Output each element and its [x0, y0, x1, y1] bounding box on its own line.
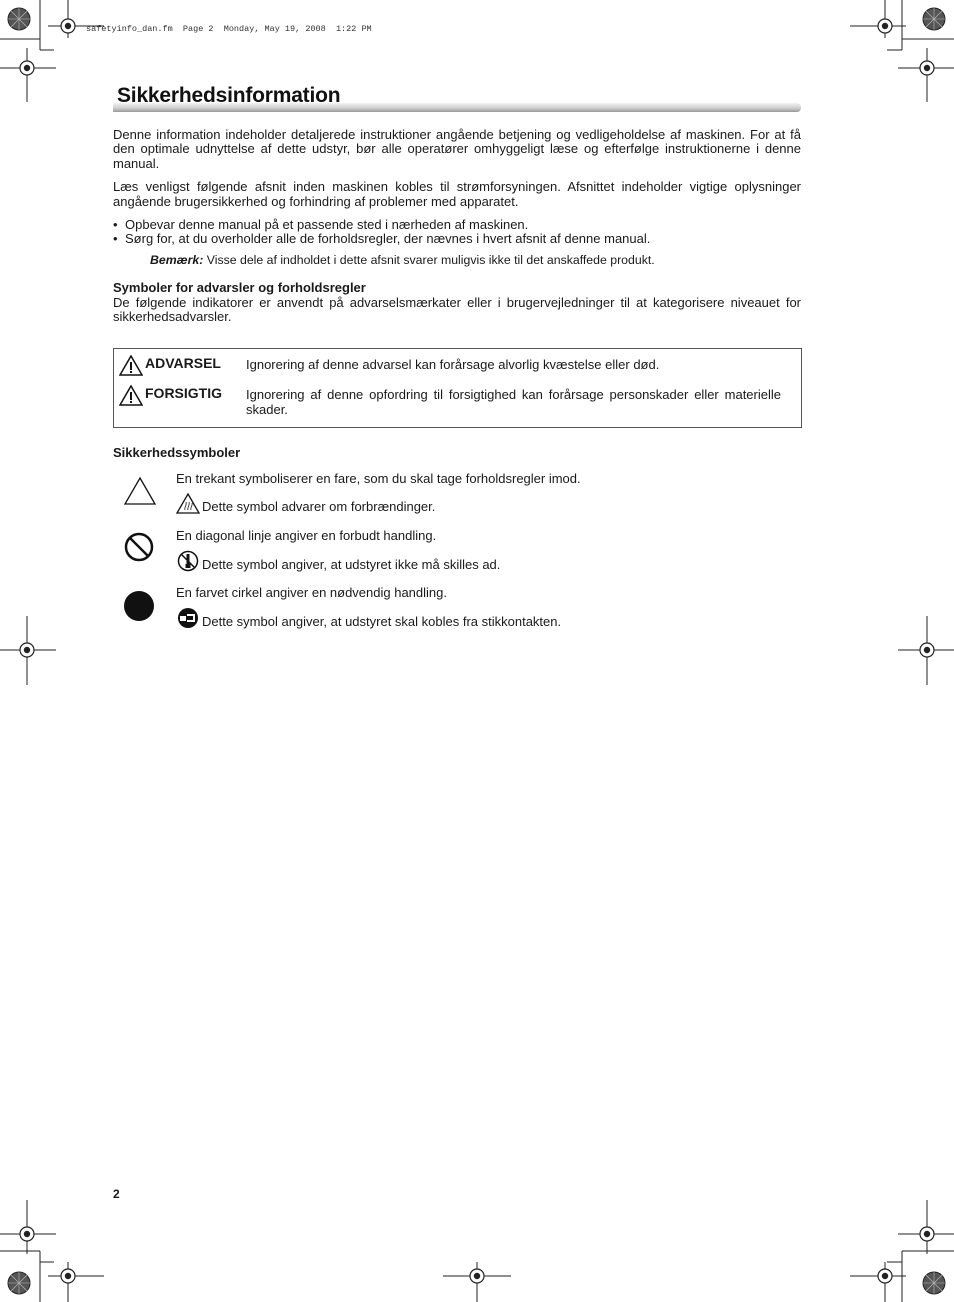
page-title: Sikkerhedsinformation	[117, 84, 341, 107]
symbol-description: En trekant symboliserer en fare, som du skal tage forholdsregler imod.	[176, 471, 581, 486]
triangle-icon	[123, 476, 157, 506]
bullet-item-2: • Sørg for, at du overholder alle de forholdsregler, der nævnes i hvert afsnit af denne manual.	[113, 232, 801, 246]
warning-triangle-icon	[119, 355, 143, 376]
warning-text: Ignorering af denne advarsel kan forårsage alvorlig kvæstelse eller død.	[246, 357, 660, 372]
note-text: Visse dele af indholdet i dette afsnit svarer muligvis ikke til det anskaffede produkt.	[203, 252, 655, 267]
caution-text: Ignorering af denne opfordring til forsigtighed kan forårsage personskader eller materielle skader.	[246, 387, 781, 417]
warning-levels-box	[113, 348, 802, 428]
bullet-list	[113, 218, 801, 247]
symbol-example	[176, 493, 435, 514]
unplug-icon	[176, 607, 200, 629]
prohibition-icon	[123, 531, 155, 563]
symbols-description: De følgende indikatorer er anvendt på advarselsmærkater eller i brugervejledninger til at kategorisere niveauet for sikkerhedsadvarsler.	[113, 294, 801, 325]
warning-row-forsigtig	[114, 385, 801, 417]
warning-label: ADVARSEL	[145, 355, 221, 371]
title-banner	[113, 84, 801, 114]
symbols-heading: Symboler for advarsler og forholdsregler	[113, 280, 366, 296]
note-label: Bemærk:	[150, 252, 204, 267]
no-disassembly-icon	[176, 550, 200, 572]
caution-label: FORSIGTIG	[145, 385, 222, 401]
symbol-example-text: Dette symbol advarer om forbrændinger.	[202, 499, 436, 514]
symbol-example	[176, 607, 561, 629]
bullet-item-1: • Opbevar denne manual på et passende sted i nærheden af maskinen.	[113, 218, 801, 232]
page-number: 2	[113, 1187, 120, 1201]
file-info-header: safetyinfo_dan.fm Page 2 Monday, May 19, 2008 1:22 PM	[86, 24, 372, 34]
filled-circle-icon	[123, 590, 155, 622]
warning-triangle-icon	[119, 385, 143, 406]
note	[150, 253, 801, 267]
safety-symbols-heading: Sikkerhedssymboler	[113, 445, 241, 460]
intro-paragraph-1: Denne information indeholder detaljerede instruktioner angående betjening og vedligeholdelse af maskinen. For at få den optimale udnyttelse af dette udstyr, bør alle operatører omhyggeligt læse og efterfølge instruktionerne i denne manual.	[113, 127, 801, 171]
symbol-description: En farvet cirkel angiver en nødvendig handling.	[176, 585, 447, 600]
symbol-example	[176, 550, 500, 572]
symbol-example-text: Dette symbol angiver, at udstyret ikke må skilles ad.	[202, 557, 501, 572]
intro-paragraph-2: Læs venligst følgende afsnit inden maskinen kobles til strømforsyningen. Afsnittet indeholder vigtige oplysninger angående brugersikkerhed og forhindring af problemer med apparatet.	[113, 179, 801, 209]
symbol-description: En diagonal linje angiver en forbudt handling.	[176, 528, 437, 543]
main-content	[113, 128, 801, 324]
hot-surface-icon	[176, 493, 200, 514]
symbol-example-text: Dette symbol angiver, at udstyret skal kobles fra stikkontakten.	[202, 614, 562, 629]
warning-row-advarsel	[114, 355, 801, 376]
